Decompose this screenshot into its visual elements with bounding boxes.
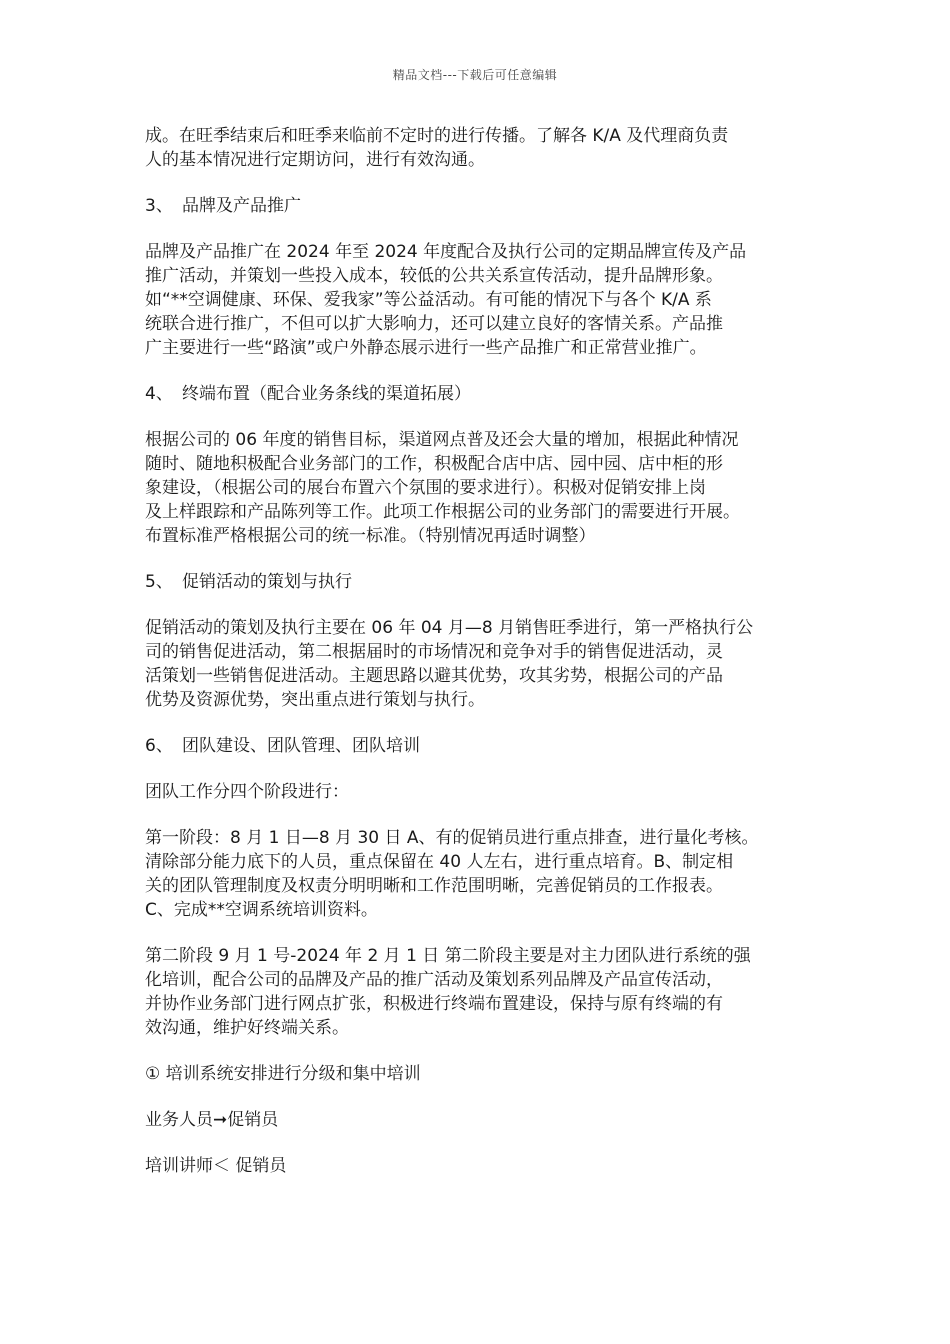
paragraph-line: 品牌及产品推广在 2024 年至 2024 年度配合及执行公司的定期品牌宣传及产品 <box>145 242 747 262</box>
paragraph-line: 象建设，（根据公司的展台布置六个氛围的要求进行）。积极对促销安排上岗 <box>145 478 706 498</box>
page-header: 精品文档---下载后可任意编辑 <box>392 68 558 82</box>
paragraph-line: 推广活动，并策划一些投入成本，较低的公共关系宣传活动，提升品牌形象。 <box>145 266 723 286</box>
section-heading <box>145 382 825 406</box>
section-title: 品牌及产品推广 <box>182 196 301 216</box>
paragraph-line: 统联合进行推广，不但可以扩大影响力，还可以建立良好的客情关系。产品推 <box>145 314 723 334</box>
paragraph-line: 司的销售促进活动，第二根据届时的市场情况和竞争对手的销售促进活动，灵 <box>145 642 723 662</box>
paragraph <box>145 428 825 548</box>
section-number: 4、 <box>145 384 173 404</box>
paragraph <box>145 1062 825 1086</box>
paragraph-line: 及上样跟踪和产品陈列等工作。此项工作根据公司的业务部门的需要进行开展。 <box>145 502 740 522</box>
paragraph-line: 布置标准严格根据公司的统一标准。（特别情况再适时调整） <box>145 526 596 546</box>
paragraph-line: 化培训，配合公司的品牌及产品的推广活动及策划系列品牌及产品宣传活动， <box>145 970 723 990</box>
section-heading <box>145 194 825 218</box>
paragraph-line: 业务人员➞促销员 <box>145 1110 279 1130</box>
paragraph-line: 根据公司的 06 年度的销售目标，渠道网点普及还会大量的增加，根据此种情况 <box>145 430 739 450</box>
document-body <box>145 124 825 1200</box>
paragraph <box>145 240 825 360</box>
section-number: 6、 <box>145 736 173 756</box>
section-title: 促销活动的策划与执行 <box>182 572 352 592</box>
paragraph <box>145 826 825 922</box>
paragraph-line: 第二阶段 9 月 1 号-2024 年 2 月 1 日 第二阶段主要是对主力团队进行系统的强 <box>145 946 751 966</box>
paragraph <box>145 1108 825 1132</box>
paragraph-line: 培训讲师＜ 促销员 <box>145 1156 287 1176</box>
paragraph-line: 随时、随地积极配合业务部门的工作，积极配合店中店、园中园、店中柜的形 <box>145 454 723 474</box>
section-title: 终端布置（配合业务条线的渠道拓展） <box>182 384 471 404</box>
paragraph-line: 成。在旺季结束后和旺季来临前不定时的进行传播。了解各 K/A 及代理商负责 <box>145 126 729 146</box>
paragraph-line: 广主要进行一些“路演”或户外静态展示进行一些产品推广和正常营业推广。 <box>145 338 707 358</box>
paragraph-line: 关的团队管理制度及权责分明明晰和工作范围明晰，完善促销员的工作报表。 <box>145 876 723 896</box>
paragraph <box>145 944 825 1040</box>
paragraph-line: 活策划一些销售促进活动。主题思路以避其优势，攻其劣势，根据公司的产品 <box>145 666 723 686</box>
section-number: 5、 <box>145 572 173 592</box>
paragraph-line: 效沟通，维护好终端关系。 <box>145 1018 349 1038</box>
paragraph-line: 第一阶段：8 月 1 日—8 月 30 日 A、有的促销员进行重点排查，进行量化考核。 <box>145 828 759 848</box>
paragraph <box>145 780 825 804</box>
paragraph-line: C、完成**空调系统培训资料。 <box>145 900 378 920</box>
paragraph-line: 并协作业务部门进行网点扩张，积极进行终端布置建设，保持与原有终端的有 <box>145 994 723 1014</box>
paragraph <box>145 616 825 712</box>
section-heading <box>145 570 825 594</box>
paragraph-line: 人的基本情况进行定期访问，进行有效沟通。 <box>145 150 485 170</box>
paragraph-line: 促销活动的策划及执行主要在 06 年 04 月—8 月销售旺季进行，第一严格执行公 <box>145 618 754 638</box>
section-number: 3、 <box>145 196 173 216</box>
paragraph-line: 如“**空调健康、环保、爱我家”等公益活动。有可能的情况下与各个 K/A 系 <box>145 290 712 310</box>
paragraph-line: 优势及资源优势，突出重点进行策划与执行。 <box>145 690 485 710</box>
section-heading <box>145 734 825 758</box>
paragraph <box>145 1154 825 1178</box>
paragraph <box>145 124 825 172</box>
paragraph-line: 清除部分能力底下的人员，重点保留在 40 人左右，进行重点培育。B、制定相 <box>145 852 734 872</box>
section-title: 团队建设、团队管理、团队培训 <box>182 736 420 756</box>
paragraph-line: 团队工作分四个阶段进行： <box>145 782 349 802</box>
paragraph-line: ① 培训系统安排进行分级和集中培训 <box>145 1064 421 1084</box>
